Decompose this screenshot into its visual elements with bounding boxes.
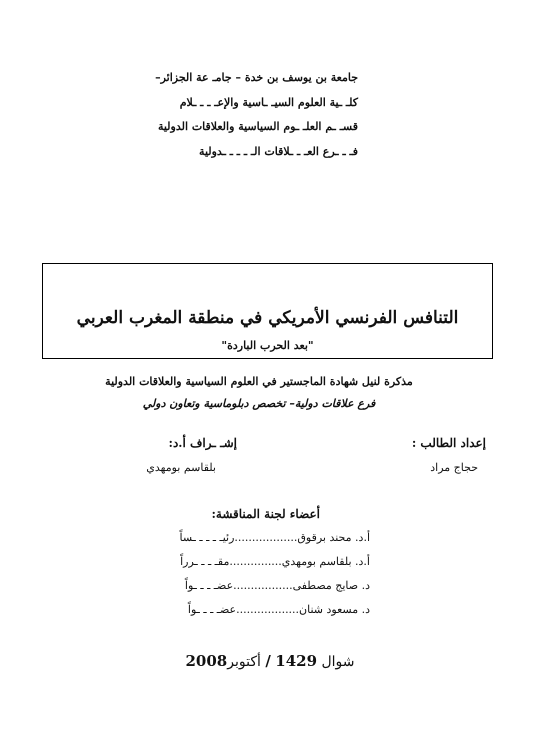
department-name: قسـ ـم العلـ ـوم السياسية والعلاقات الدولية (157, 120, 358, 133)
hijri-year: 1429 (275, 652, 318, 670)
date-separator: / (265, 652, 271, 670)
committee-member: أ.د. محند برقوق..................رئيـ ـ ـ ـ ـساً (179, 531, 370, 544)
student-label: إعداد الطالب : (411, 436, 486, 450)
university-header (118, 66, 358, 164)
thesis-subtitle: "بعد الحرب الباردة" (221, 339, 314, 352)
committee-members (130, 526, 370, 622)
university-name: جامعة بن يوسف بن خدة – جامـ عة الجزائر– (155, 71, 358, 84)
gregorian-month: أكتوبر (227, 654, 261, 670)
thesis-title: التنافس الفرنسي الأمريكي في منطقة المغرب العربي (76, 308, 459, 328)
committee-member: د. صايج مصطفى.................عضـ ـ ـ ـواً (184, 579, 370, 592)
supervisor-label: إشـ ـراف أ.د: (168, 436, 237, 450)
committee-member: أ.د. بلقاسم بومهدي...............مقـ ـ ـ ـرراً (180, 555, 370, 568)
hijri-month: شوال (321, 654, 355, 670)
student-name: حجاج مراد (430, 461, 478, 474)
branch-name: فـ ـ ـرع العـ ـ ـلاقات الـ ـ ـ ـ ـدولية (199, 144, 358, 158)
title-box (42, 263, 493, 359)
committee-member: د. مسعود شنان..................عضـ ـ ـ ـواً (187, 603, 370, 616)
specialization: فرع علاقات دولية– تخصص دبلوماسية وتعاون دولي (142, 397, 376, 410)
gregorian-year: 2008 (185, 652, 228, 670)
committee-label: أعضاء لجنة المناقشة: (211, 507, 320, 521)
faculty-name: كلـ ـية العلوم السيـ ـاسية والإعـ ـ ـ ـلام (179, 95, 358, 109)
supervisor-name: بلقاسم بومهدي (146, 461, 216, 474)
defense-date (130, 652, 410, 670)
degree-description: مذكرة لنيل شهادة الماجستير في العلوم السياسية والعلاقات الدولية (105, 375, 413, 388)
